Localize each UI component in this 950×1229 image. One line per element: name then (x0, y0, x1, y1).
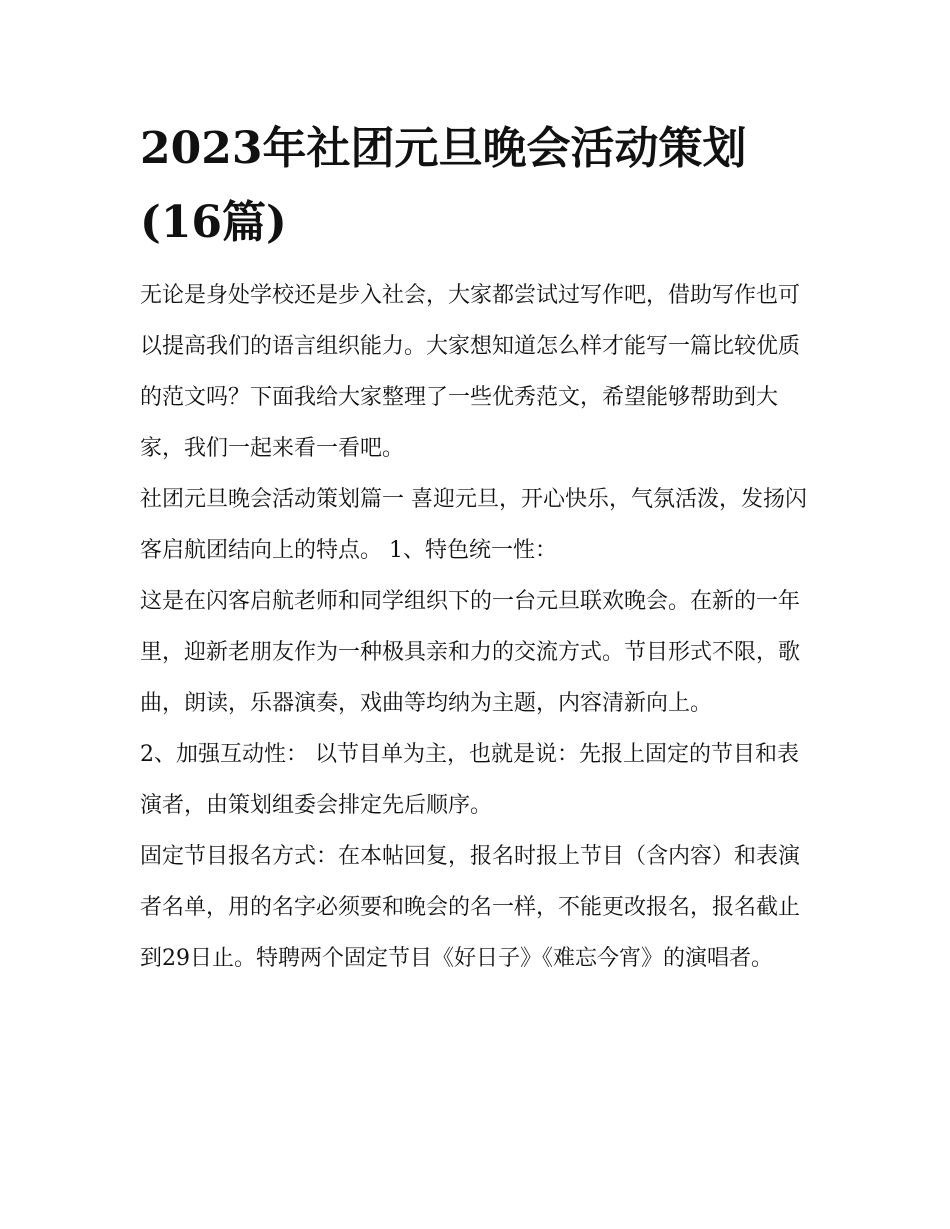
paragraph-registration: 固定节目报名方式：在本帖回复，报名时报上节目（含内容）和表演者名单，用的名字必须要和晚会的名一样，不能更改报名，报名截止到29日止。特聘两个固定节目《好日子》《难忘今宵》的演唱者。 (140, 844, 801, 971)
paragraph-section-one: 社团元旦晚会活动策划篇一 喜迎元旦，开心快乐，气氛活泼，发扬闪客启航团结向上的特点。 1、特色统一性： (140, 487, 807, 563)
document-title: 2023年社团元旦晚会活动策划(16篇) (140, 123, 747, 248)
paragraph-description: 这是在闪客启航老师和同学组织下的一台元旦联欢晚会。在新的一年里，迎新老朋友作为一种极具亲和力的交流方式。节目形式不限，歌曲，朗读，乐器演奏，戏曲等均纳为主题，内容清新向上。 (140, 589, 801, 716)
paragraph-intro: 无论是身处学校还是步入社会，大家都尝试过写作吧，借助写作也可以提高我们的语言组织能力。大家想知道怎么样才能写一篇比较优质的范文吗？下面我给大家整理了一些优秀范文，希望能够帮助到大家，我们一起来看一看吧。 (140, 283, 801, 461)
document-page (140, 112, 815, 984)
paragraph-interaction: 2、加强互动性： 以节目单为主，也就是说：先报上固定的节目和表演者，由策划组委会排定先后顺序。 (140, 742, 799, 818)
